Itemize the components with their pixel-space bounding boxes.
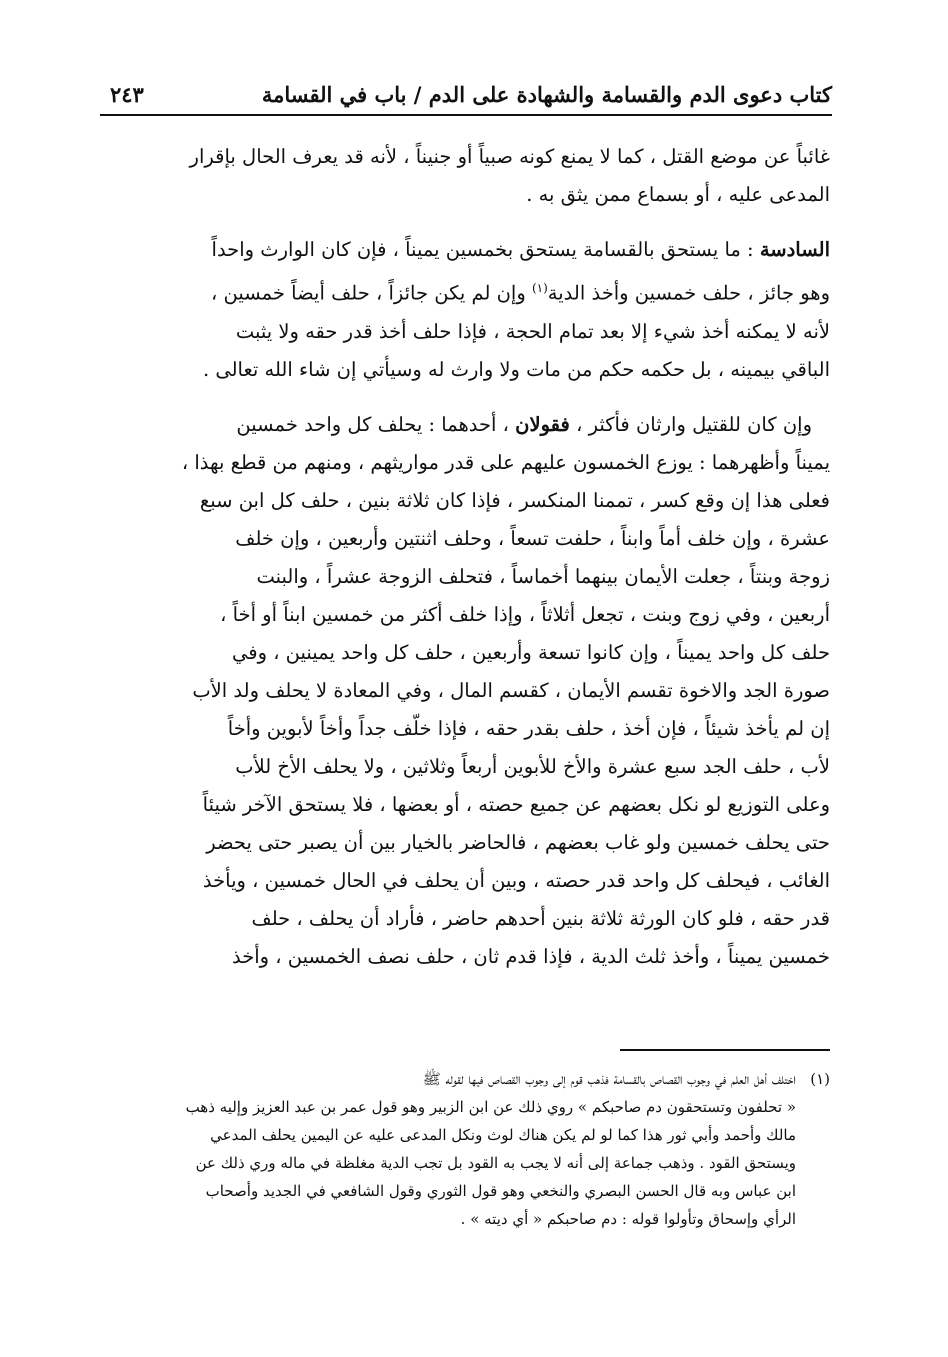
footnotes xyxy=(102,1065,830,1233)
text-line: لأنه لا يمكنه أخذ شيء إلا بعد تمام الحجة ، فإذا حلف أخذ قدر حقه ولا يثبت xyxy=(235,319,830,343)
page-header xyxy=(100,80,832,116)
footnote-line: « تحلفون وتستحقون دم صاحبكم » روي ذلك عن ابن الزبير وهو قول عمر بن عبد العزيز وإليه ذهب xyxy=(185,1098,796,1116)
text-run: : ما يستحق بالقسامة يستحق بخمسين يميناً ، فإن كان الوارث واحداً xyxy=(211,238,760,261)
footnote-line: الرأي وإسحاق وتأولوا قوله : دم صاحبكم « أي ديته » . xyxy=(460,1210,796,1228)
footnote-text: اختلف أهل العلم في وجوب القصاص بالقسامة فذهب قوم إلى وجوب القصاص فيها لقوله ﷺ xyxy=(422,1070,796,1088)
text-line: أربعين ، وفي زوج وبنت ، تجعل أثلاثاً ، وإذا خلف أكثر من خمسين ابناً أو أخاً ، xyxy=(220,602,830,626)
footnote-line: ابن عباس وبه قال الحسن البصري والنخعي وهو قول الثوري وقول الشافعي في الجديد وأصحاب xyxy=(205,1182,796,1200)
footnote-line xyxy=(102,1065,830,1093)
footnote-separator xyxy=(620,1049,830,1051)
text-line: المدعى عليه ، أو بسماع ممن يثق به . xyxy=(526,183,830,206)
text-line: حلف كل واحد يميناً ، وإن كانوا تسعة وأربعين ، حلف كل واحد يمينين ، وفي xyxy=(232,640,830,664)
text-line: خمسين يميناً ، وأخذ ثلث الدية ، فإذا قدم ثان ، حلف نصف الخمسين ، وأخذ xyxy=(231,944,830,968)
text-line xyxy=(102,269,830,313)
text-line xyxy=(102,406,830,444)
text-line: يميناً وأظهرهما : يوزع الخمسون عليهم على قدر مواريثهم ، ومنهم من قطع بهذا ، xyxy=(181,450,830,474)
footnote-line: ويستحق القود . وذهب جماعة إلى أنه لا يجب به القود بل تجب الدية مغلظة في ماله وري ذلك عن xyxy=(195,1154,796,1172)
footnote-line: مالك وأحمد وأبي ثور هذا كما لو لم يكن هناك لوث ونكل المدعى عليه عن اليمين يحلف المدعي xyxy=(210,1126,796,1144)
text-line: الباقي بيمينه ، بل حكمه حكم من مات ولا وارث له وسيأتي إن شاء الله تعالى . xyxy=(202,357,830,381)
text-run: وهو جائز ، حلف خمسين وأخذ الدية xyxy=(547,281,830,305)
text-run: ، أحدهما : يحلف كل واحد خمسين xyxy=(236,412,516,436)
section-heading: السادسة xyxy=(759,238,830,261)
text-line: لأب ، حلف الجد سبع عشرة والأخ للأبوين أربعاً وثلاثين ، ولا يحلف الأخ للأب xyxy=(235,754,830,778)
text-line: فعلى هذا إن وقع كسر ، تممنا المنكسر ، فإذا كان ثلاثة بنين ، حلف كل ابن سبع xyxy=(199,488,830,512)
text-line: حتى يحلف خمسين ولو غاب بعضهم ، فالحاضر بالخيار بين أن يصبر حتى يحضر xyxy=(206,830,830,854)
text-line: عشرة ، وإن خلف أماً وابناً ، حلفت تسعاً ، وحلف اثنتين وأربعين ، وإن خلف xyxy=(235,526,830,550)
text-run: وإن كان للقتيل وارثان فأكثر ، xyxy=(569,412,812,436)
footnote-marker[interactable]: (١) xyxy=(531,281,548,295)
text-line: زوجة وبنتاً ، جعلت الأيمان بينهما أخماساً ، فتحلف الزوجة عشراً ، والبنت xyxy=(256,564,830,588)
running-title: كتاب دعوى الدم والقسامة والشهادة على الدم / باب في القسامة xyxy=(261,82,832,107)
bold-term: فقولان xyxy=(515,412,570,436)
footnote-number: (١) xyxy=(810,1070,830,1088)
text-line: إن لم يأخذ شيئاً ، فإن أخذ ، حلف بقدر حقه ، فإذا خلّف جداً وأخاً لأبوين وأخاً xyxy=(227,716,830,740)
text-line: وعلى التوزيع لو نكل بعضهم عن جميع حصته ، أو بعضها ، فلا يستحق الآخر شيئاً xyxy=(202,792,830,816)
text-line xyxy=(102,231,830,269)
main-text xyxy=(102,138,830,976)
text-line: غائباً عن موضع القتل ، كما لا يمنع كونه صبياً أو جنيناً ، لأنه قد يعرف الحال بإقرار xyxy=(189,145,830,168)
text-line: قدر حقه ، فلو كان الورثة ثلاثة بنين أحدهم حاضر ، فأراد أن يحلف ، حلف xyxy=(251,906,830,930)
text-line: صورة الجد والاخوة تقسم الأيمان ، كقسم المال ، وفي المعادة لا يحلف ولد الأب xyxy=(192,678,830,702)
page-number: ٢٤٣ xyxy=(110,82,144,107)
text-run: وإن لم يكن جائزاً ، حلف أيضاً خمسين ، xyxy=(211,281,532,305)
text-line: الغائب ، فيحلف كل واحد قدر حصته ، وبين أن يحلف في الحال خمسين ، ويأخذ xyxy=(202,868,830,892)
